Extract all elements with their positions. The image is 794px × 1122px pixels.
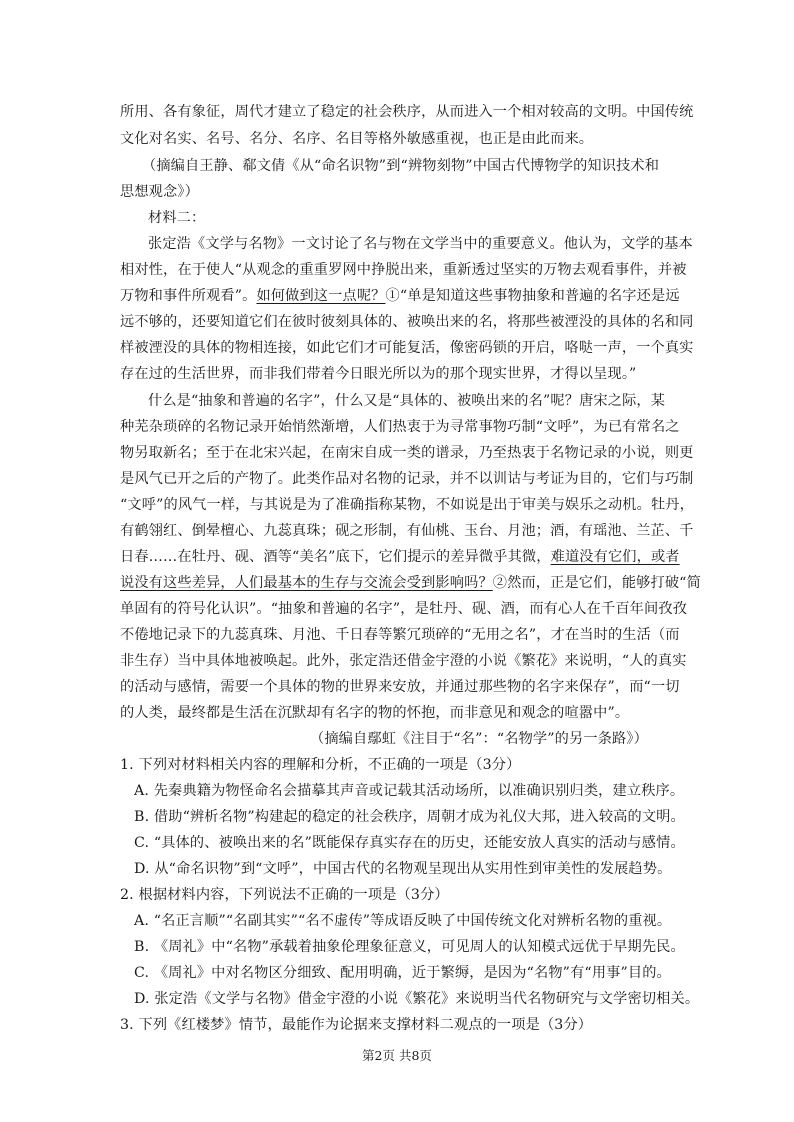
passage-line: 样被湮没的具体的物相连接，如此它们才可能复活，像密码锁的开启，咯哒一声，一个真实: [120, 340, 694, 356]
passage-text: 万物和事件所观看”。: [120, 288, 257, 304]
question-2-option-b: B. 《周礼》中“名物”承载着抽象伦理象征意义，可见周人的认知模式远优于早期先民。: [134, 939, 685, 955]
question-stem-3: 3. 下列《红楼梦》情节，最能作为论据来支撑材料二观点的一项是（3分）: [120, 1017, 593, 1033]
passage-line: 有鹤翎红、倒晕檀心、九蕊真珠；砚之形制，有仙桃、玉台、月池；酒，有瑶池、兰芷、千: [120, 523, 694, 539]
passage-line: 的人类，最终都是生活在沉默却有名字的物的怀抱，而非意见和观念的喧嚣中”。: [120, 705, 630, 721]
passage-line: [120, 574, 701, 592]
question-2-option-a: A. “名正言顺”“名副其实”“名不虚传”等成语反映了中国传统文化对辨析名物的重视。: [134, 913, 672, 929]
passage-text: ②然而，正是它们，能够打破“简: [492, 575, 701, 591]
passage-line: 不倦地记录下的九蕊真珠、月池、千日春等繁冗琐碎的“无用之名”，才在当时的生活（而: [120, 627, 680, 643]
passage-line: 相对性，在于使人“从观念的重重罗网中挣脱出来，重新透过坚实的万物去观看事件，并被: [120, 262, 687, 278]
underlined-sentence-two-cont: 说没有这些差异，人们最基本的生存与交流会受到影响吗？: [120, 575, 493, 591]
question-2-option-d: D. 张定浩《文学与名物》借金宇澄的小说《繁花》来说明当代名物研究与文学密切相关。: [134, 991, 700, 1007]
passage-line: 什么是“抽象和普遍的名字”，什么又是“具体的、被唤出来的名”呢？唐宋之际，某: [148, 393, 666, 409]
source-citation-one-cont: 思想观念》）: [120, 184, 199, 200]
material-two-heading: 材料二：: [148, 210, 206, 226]
passage-line: 张定浩《文学与名物》一文讨论了名与物在文学当中的重要意义。他认为，文学的基本: [148, 236, 693, 252]
question-2-option-c: C. 《周礼》中对名物区分细致、配用明确，近于繁缛，是因为“名物”有“用事”目的。: [134, 965, 671, 981]
question-1-option-d: D. 从“命名识物”到“文呼”，中国古代的名物观呈现出从实用性到审美性的发展趋势。: [134, 861, 672, 877]
passage-line: 文化对名实、名号、名分、名序、名目等格外敏感重视，也正是由此而来。: [120, 131, 594, 147]
passage-text: 日春……在牡丹、砚、酒等“美名”底下，它们提示的差异微乎其微，: [120, 549, 551, 565]
passage-line: 单固有的符号化认识”。“抽象和普遍的名字”，是牡丹、砚、酒，而有心人在千百年间孜孜: [120, 601, 688, 617]
source-citation-one: （摘编自王静、郗文倩《从“命名识物”到“辨物刻物”中国古代博物学的知识技术和: [142, 158, 660, 174]
passage-line: “文呼”的风气一样，与其说是为了准确指称某物，不如说是出于审美与娱乐之动机。牡丹，: [120, 497, 694, 513]
passage-line: 物另取新名；至于在北宋兴起，在南宋自成一类的谱录，乃至热衷于名物记录的小说，则更: [120, 445, 694, 461]
passage-text: ①“单是知道这些事物抽象和普遍的名字还是远: [385, 288, 680, 304]
passage-line: 的活动与感情，需要一个具体的物的世界来安放，并通过那些物的名字来保存”，而“一切: [120, 679, 680, 695]
question-1-option-c: C. “具体的、被唤出来的名”既能保存真实存在的历史，还能安放人真实的活动与感情。: [134, 835, 685, 851]
passage-line: [120, 548, 680, 566]
underlined-sentence-one: 如何做到这一点呢？: [256, 288, 386, 304]
passage-line: 种芜杂琐碎的名物记录开始悄然渐增，人们热衷于为寻常事物巧制“文呼”，为已有常名之: [120, 419, 680, 435]
question-1-option-b: B. 借助“辨析名物”构建起的稳定的社会秩序，周朝才成为礼仪大邦，进入较高的文明。: [134, 809, 685, 825]
passage-line: 非生存）当中具体地被唤起。此外，张定浩还借金宇澄的小说《繁花》来说明，“人的真实: [120, 653, 687, 669]
passage-line: 存在过的生活世界，而非我们带着今日眼光所以为的那个现实世界，才得以呈现。”: [120, 366, 637, 382]
source-citation-two: （摘编自鄢虹《注目于“名”：“名物学”的另一条路》）: [310, 731, 648, 747]
page-number: 第2页 共8页: [362, 1048, 432, 1063]
underlined-sentence-two: 难道没有它们，或者: [550, 549, 680, 565]
passage-line: 远不够的，还要知道它们在彼时彼刻具体的、被唤出来的名，将那些被湮没的具体的名和同: [120, 314, 694, 330]
question-stem-2: 2. 根据材料内容，下列说法不正确的一项是（3分）: [120, 887, 449, 903]
passage-line: 所用、各有象征，周代才建立了稳定的社会秩序，从而进入一个相对较高的文明。中国传统: [120, 104, 694, 120]
passage-line: 是风气已开之后的产物了。此类作品对名物的记录，并不以训诂与考证为目的，它们与巧制: [120, 471, 694, 487]
passage-line: [120, 287, 680, 305]
question-stem-1: 1. 下列对材料相关内容的理解和分析，不正确的一项是（3分）: [120, 757, 521, 773]
question-1-option-a: A. 先秦典籍为物怪命名会描摹其声音或记载其活动场所，以准确识别归类，建立秩序。: [134, 783, 685, 799]
